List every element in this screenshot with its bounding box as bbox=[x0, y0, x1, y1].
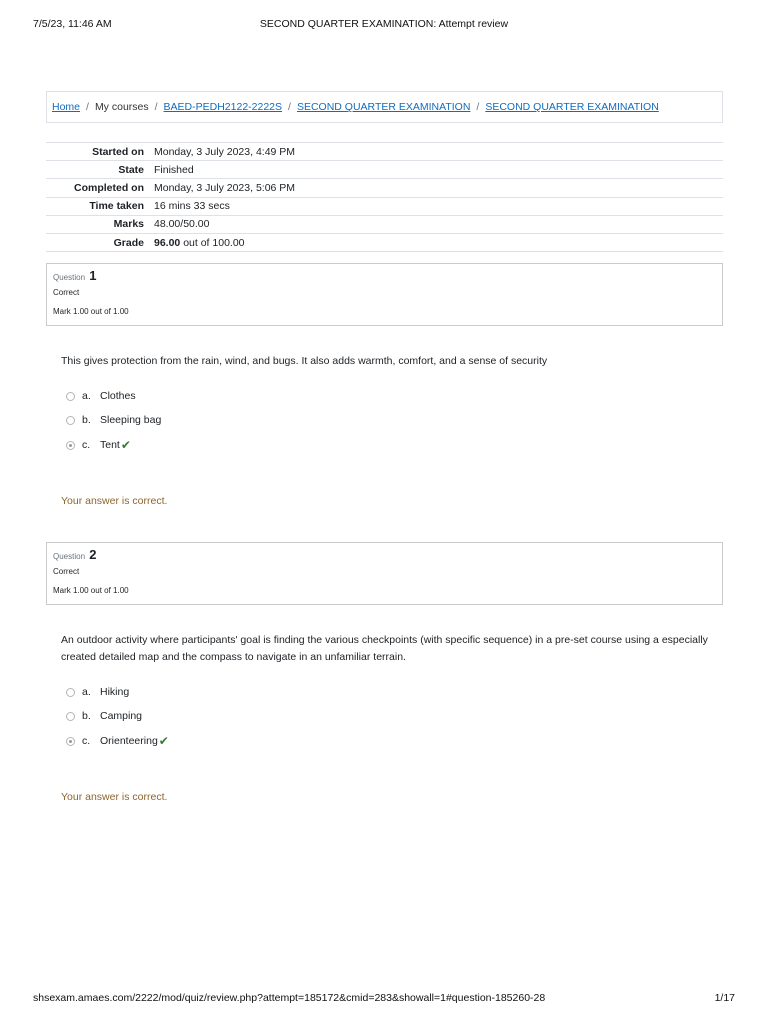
summary-label: Marks bbox=[113, 218, 144, 231]
breadcrumb-my-courses: My courses bbox=[94, 101, 149, 113]
radio-button[interactable] bbox=[66, 688, 75, 697]
summary-value: 48.00/50.00 bbox=[154, 218, 210, 231]
grade-score: 96.00 bbox=[154, 236, 181, 249]
print-footer bbox=[33, 992, 735, 1006]
summary-row-grade bbox=[46, 233, 723, 251]
summary-row-started bbox=[46, 143, 723, 161]
summary-row-time-taken bbox=[46, 197, 723, 215]
answer-text: Sleeping bag bbox=[100, 414, 162, 426]
summary-value: 16 mins 33 secs bbox=[154, 200, 230, 213]
question-text-2: An outdoor activity where participants' goal is finding the various checkpoints (with specific sequence) in a pre-set course using a especially created detailed map and the compass to navigate in an unfamiliar terrain. bbox=[61, 634, 708, 663]
breadcrumb-separator: / bbox=[288, 101, 291, 113]
breadcrumb-separator: / bbox=[86, 101, 89, 113]
radio-button[interactable] bbox=[66, 416, 75, 425]
summary-value: Monday, 3 July 2023, 5:06 PM bbox=[154, 181, 296, 194]
correct-check-icon: ✔ bbox=[120, 438, 131, 452]
summary-label: Time taken bbox=[89, 200, 144, 213]
question-label: Question bbox=[53, 273, 86, 282]
breadcrumb-home-link[interactable]: Home bbox=[52, 101, 81, 113]
answer-option[interactable] bbox=[66, 708, 142, 724]
radio-button-checked[interactable] bbox=[66, 737, 75, 746]
answer-feedback: Your answer is correct. bbox=[61, 791, 168, 803]
question-state: Correct bbox=[53, 288, 80, 297]
breadcrumb-separator: / bbox=[476, 101, 480, 113]
breadcrumb bbox=[46, 91, 723, 123]
print-header bbox=[33, 18, 735, 32]
radio-button[interactable] bbox=[66, 392, 75, 401]
answer-option[interactable] bbox=[66, 684, 129, 700]
question-label: Question bbox=[53, 552, 86, 561]
summary-value: Monday, 3 July 2023, 4:49 PM bbox=[154, 145, 296, 158]
radio-button[interactable] bbox=[66, 712, 75, 721]
summary-value: Finished bbox=[154, 163, 194, 176]
summary-row-state bbox=[46, 161, 723, 179]
question-info-2 bbox=[46, 542, 723, 605]
answer-letter: a. bbox=[82, 686, 91, 698]
attempt-summary-table bbox=[46, 142, 723, 252]
answer-text: Clothes bbox=[100, 390, 136, 402]
question-number-value: 1 bbox=[89, 268, 97, 283]
summary-label: Completed on bbox=[74, 181, 144, 194]
answer-letter: c. bbox=[82, 735, 91, 747]
summary-label: Started on bbox=[92, 145, 144, 158]
grade-rest: out of 100.00 bbox=[180, 236, 245, 249]
question-mark: Mark 1.00 out of 1.00 bbox=[53, 307, 129, 316]
question-number-value: 2 bbox=[89, 547, 97, 562]
breadcrumb-quiz-link[interactable]: SECOND QUARTER EXAMINATION bbox=[485, 101, 659, 113]
question-mark: Mark 1.00 out of 1.00 bbox=[53, 586, 129, 595]
breadcrumb-course-link[interactable]: BAED-PEDH2122-2222S bbox=[163, 101, 283, 113]
question-state: Correct bbox=[53, 567, 80, 576]
answer-option-selected[interactable] bbox=[66, 437, 131, 453]
question-text-1: This gives protection from the rain, wind, and bugs. It also adds warmth, comfort, and a sense of security bbox=[61, 355, 548, 367]
summary-row-marks bbox=[46, 215, 723, 233]
print-title: SECOND QUARTER EXAMINATION: Attempt review bbox=[259, 18, 509, 30]
breadcrumb-separator: / bbox=[154, 101, 158, 113]
breadcrumb-section-link[interactable]: SECOND QUARTER EXAMINATION bbox=[296, 101, 471, 113]
answer-option[interactable] bbox=[66, 412, 161, 428]
summary-row-completed bbox=[46, 179, 723, 197]
answer-text: Camping bbox=[100, 710, 143, 722]
answer-option[interactable] bbox=[66, 388, 136, 404]
page-number: 1/17 bbox=[714, 992, 735, 1004]
answer-option-selected[interactable] bbox=[66, 733, 169, 749]
summary-label: Grade bbox=[113, 236, 144, 249]
radio-button-checked[interactable] bbox=[66, 441, 75, 450]
print-timestamp: 7/5/23, 11:46 AM bbox=[33, 18, 112, 30]
question-number bbox=[53, 547, 722, 563]
answer-feedback: Your answer is correct. bbox=[61, 495, 168, 507]
answer-letter: b. bbox=[82, 414, 91, 426]
answer-text: Hiking bbox=[100, 686, 130, 698]
print-url: shsexam.amaes.com/2222/mod/quiz/review.php?attempt=185172&cmid=283&showall=1#question-185260-28 bbox=[33, 992, 546, 1004]
answer-text: Tent bbox=[100, 439, 120, 451]
answer-letter: b. bbox=[82, 710, 91, 722]
question-info-1 bbox=[46, 263, 723, 326]
answer-letter: a. bbox=[82, 390, 91, 402]
answer-text: Orienteering bbox=[100, 735, 158, 747]
summary-label: State bbox=[118, 163, 144, 176]
answer-letter: c. bbox=[82, 439, 91, 451]
correct-check-icon: ✔ bbox=[158, 734, 169, 748]
summary-value bbox=[149, 233, 723, 251]
question-number bbox=[53, 268, 722, 284]
